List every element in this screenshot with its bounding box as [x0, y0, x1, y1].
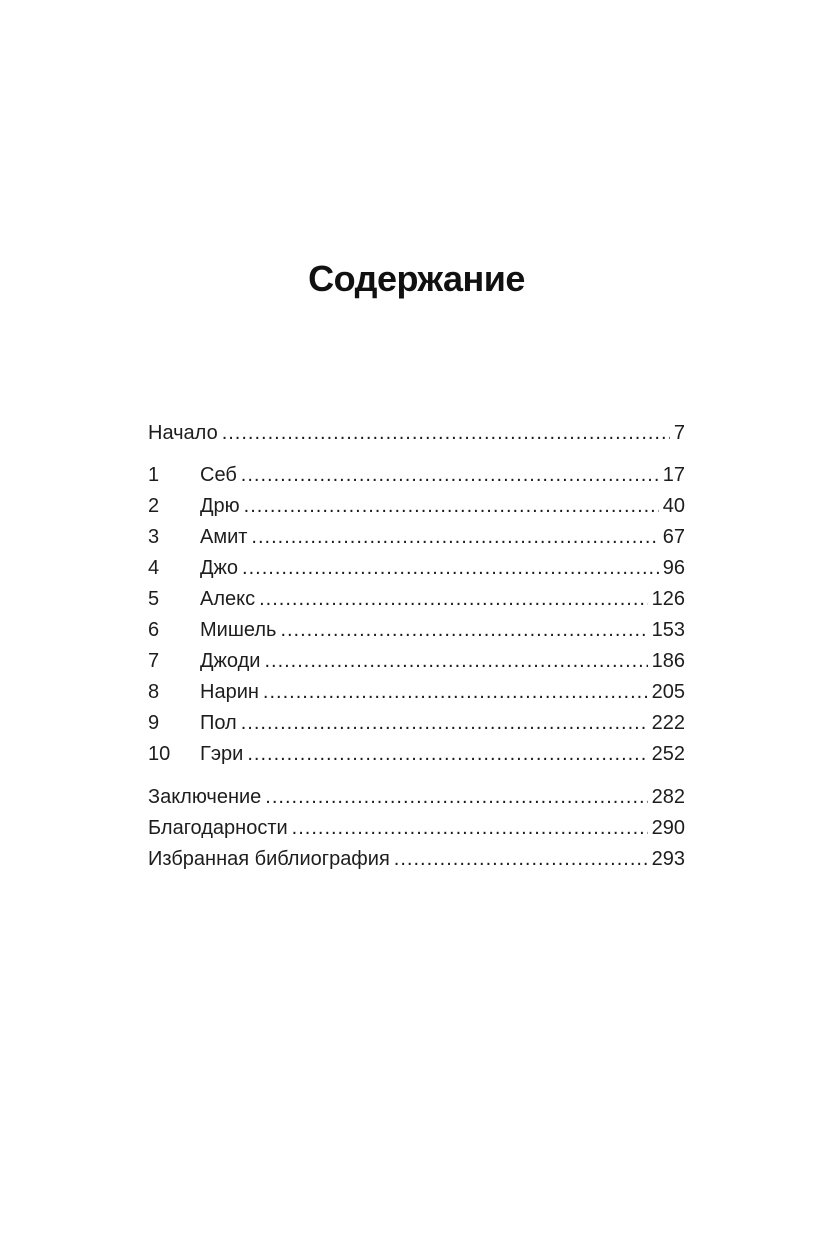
- dot-leader: [247, 739, 647, 770]
- toc-row-chapter-1: [148, 460, 685, 491]
- dot-leader: [263, 677, 648, 708]
- toc-row-chapter-5: [148, 584, 685, 615]
- page-number: 290: [651, 817, 685, 839]
- toc-row-zaklyuchenie: [148, 782, 685, 813]
- page-number: 205: [651, 681, 685, 703]
- page-number: 67: [662, 526, 685, 548]
- dot-leader: [251, 522, 658, 553]
- page-number: 252: [651, 743, 685, 765]
- dot-leader: [292, 813, 648, 844]
- dot-leader: [265, 782, 647, 813]
- entry-title: Благодарности: [148, 817, 288, 839]
- toc-row-nachalo: [148, 418, 685, 449]
- page-number: 222: [651, 712, 685, 734]
- page-number: 7: [673, 422, 685, 444]
- chapter-number: 9: [148, 712, 160, 734]
- chapter-title: Пол: [200, 712, 237, 734]
- chapter-title: Амит: [200, 526, 248, 548]
- toc-row-bibliografiya: [148, 844, 685, 875]
- chapter-title: Джоди: [200, 650, 261, 672]
- page-number: 126: [651, 588, 685, 610]
- back-matter-section: [148, 782, 685, 875]
- chapter-title: Гэри: [200, 743, 244, 765]
- table-of-contents: [148, 418, 685, 875]
- toc-row-chapter-10: [148, 739, 685, 770]
- toc-row-chapter-8: [148, 677, 685, 708]
- entry-title: Заключение: [148, 786, 262, 808]
- chapter-number: 5: [148, 588, 160, 610]
- chapters-section: [148, 460, 685, 770]
- dot-leader: [244, 491, 659, 522]
- dot-leader: [280, 615, 647, 646]
- chapter-title: Мишель: [200, 619, 277, 641]
- chapter-number: 6: [148, 619, 160, 641]
- toc-row-chapter-2: [148, 491, 685, 522]
- dot-leader: [222, 418, 670, 449]
- toc-row-chapter-7: [148, 646, 685, 677]
- chapter-number: 2: [148, 495, 160, 517]
- toc-row-chapter-3: [148, 522, 685, 553]
- dot-leader: [259, 584, 648, 615]
- dot-leader: [394, 844, 648, 875]
- dot-leader: [264, 646, 647, 677]
- chapter-number: 4: [148, 557, 160, 579]
- toc-row-chapter-6: [148, 615, 685, 646]
- entry-title: Избранная библиография: [148, 848, 390, 870]
- page-number: 96: [662, 557, 685, 579]
- chapter-number: 3: [148, 526, 160, 548]
- dot-leader: [242, 553, 659, 584]
- page-number: 153: [651, 619, 685, 641]
- chapter-number: 1: [148, 464, 160, 486]
- chapter-number: 8: [148, 681, 160, 703]
- chapter-number: 10: [148, 743, 171, 765]
- toc-row-chapter-4: [148, 553, 685, 584]
- page-number: 17: [662, 464, 685, 486]
- page-number: 282: [651, 786, 685, 808]
- chapter-title: Алекс: [200, 588, 256, 610]
- chapter-title: Нарин: [200, 681, 259, 703]
- chapter-number: 7: [148, 650, 160, 672]
- toc-row-chapter-9: [148, 708, 685, 739]
- entry-title: Начало: [148, 422, 218, 444]
- page-number: 40: [662, 495, 685, 517]
- chapter-title: Себ: [200, 464, 237, 486]
- dot-leader: [241, 708, 648, 739]
- chapter-title: Джо: [200, 557, 239, 579]
- page-number: 186: [651, 650, 685, 672]
- chapter-title: Дрю: [200, 495, 240, 517]
- dot-leader: [241, 460, 659, 491]
- toc-row-blagodarnosti: [148, 813, 685, 844]
- page-number: 293: [651, 848, 685, 870]
- page-title: Содержание: [308, 258, 525, 299]
